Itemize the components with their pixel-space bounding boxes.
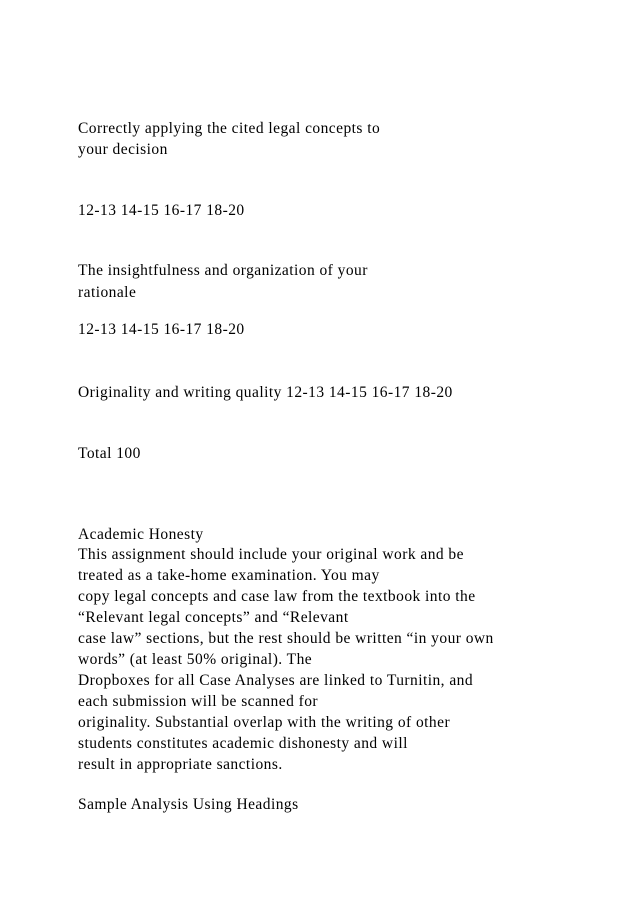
academic-honesty-line: This assignment should include your original work and be [78,546,464,563]
rubric-criterion-applying-line2: your decision [78,141,168,158]
academic-honesty-line: “Relevant legal concepts” and “Relevant [78,609,349,626]
rubric-scores-insight: 12-13 14-15 16-17 18-20 [78,321,245,338]
rubric-scores-applying: 12-13 14-15 16-17 18-20 [78,202,245,219]
academic-honesty-heading: Academic Honesty [78,526,204,543]
rubric-total: Total 100 [78,445,141,462]
academic-honesty-line: students constitutes academic dishonesty and will [78,735,408,752]
rubric-criterion-applying-line1: Correctly applying the cited legal concepts to [78,120,381,137]
academic-honesty-line: case law” sections, but the rest should be written “in your own [78,630,494,647]
rubric-criterion-insight-line2: rationale [78,284,137,301]
academic-honesty-line: copy legal concepts and case law from the textbook into the [78,588,476,605]
sample-analysis-heading: Sample Analysis Using Headings [78,796,299,813]
academic-honesty-line: each submission will be scanned for [78,693,319,710]
rubric-criterion-originality: Originality and writing quality 12-13 14-15 16-17 18-20 [78,384,453,401]
academic-honesty-line: words” (at least 50% original). The [78,651,313,668]
rubric-criterion-insight-line1: The insightfulness and organization of your [78,262,368,279]
academic-honesty-line: result in appropriate sanctions. [78,756,283,773]
academic-honesty-line: originality. Substantial overlap with the writing of other [78,714,451,731]
academic-honesty-line: Dropboxes for all Case Analyses are linked to Turnitin, and [78,672,474,689]
academic-honesty-line: treated as a take-home examination. You may [78,567,380,584]
